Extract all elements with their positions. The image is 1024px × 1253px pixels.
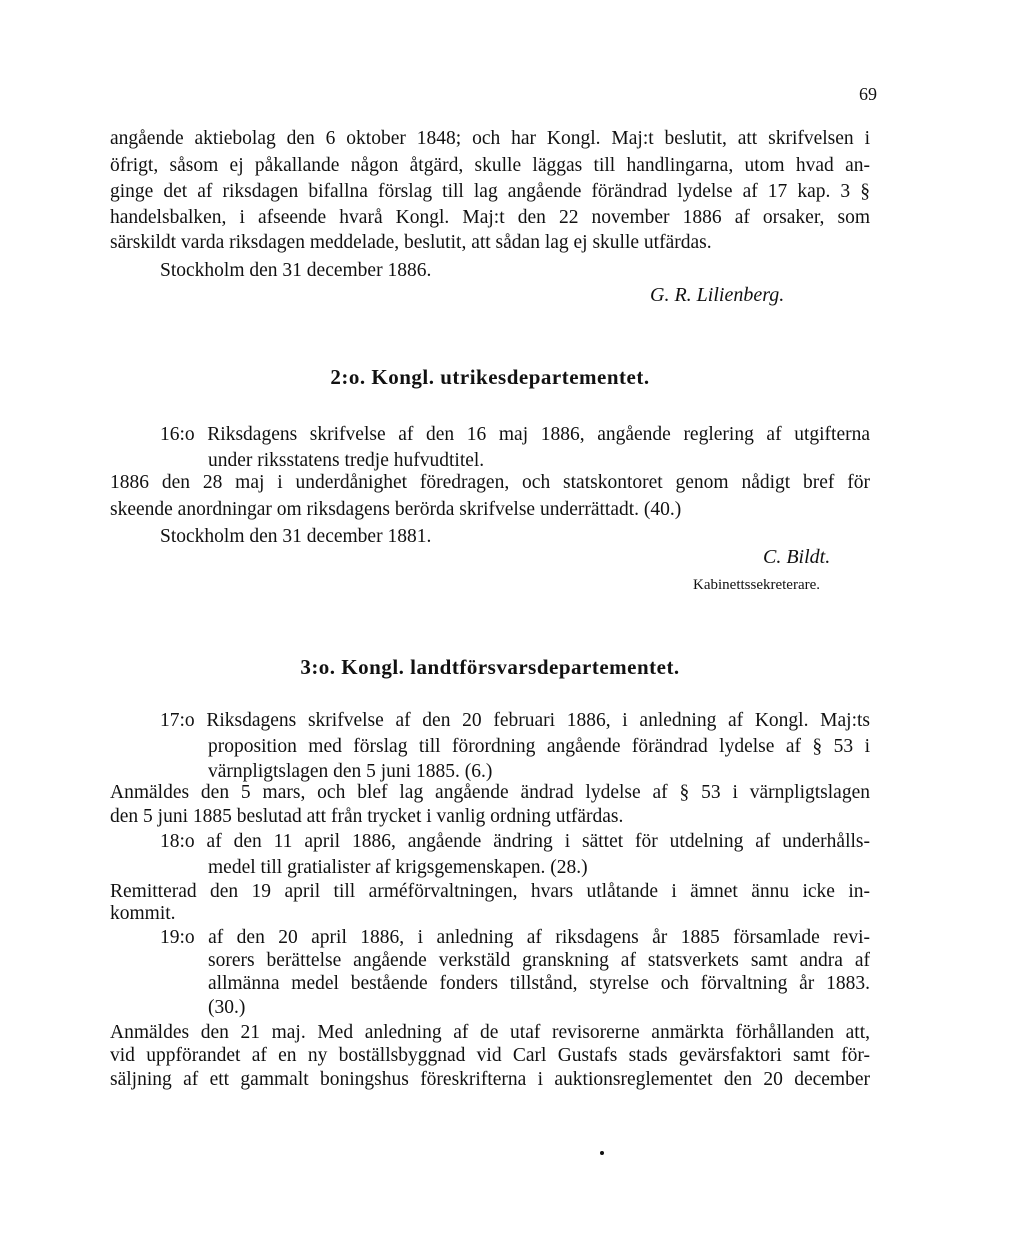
text-line: ginge det af riksdagen bifallna förslag till lag angående förändrad lydelse af 17 kap. 3 § — [110, 181, 870, 202]
text-line: sorers berättelse angående verkstäld granskning af statsverkets samt andra af — [208, 950, 870, 971]
text-line: säljning af ett gammalt boningshus föreskrifterna i auktionsreglementet den 20 december — [110, 1069, 870, 1090]
page-number: 69 — [859, 84, 877, 104]
text-line: kommit. — [110, 903, 176, 924]
signature-title: Kabinettssekreterare. — [693, 577, 821, 593]
text-line: 19:o af den 20 april 1886, i anledning af riksdagens år 1885 församlade revi- — [160, 927, 870, 948]
text-line: under riksstatens tredje hufvudtitel. — [208, 450, 485, 471]
date-line: Stockholm den 31 december 1886. — [160, 260, 432, 281]
signature: C. Bildt. — [763, 546, 831, 568]
text-line: (30.) — [208, 997, 246, 1018]
text-line: öfrigt, såsom ej påkallande någon åtgärd, skulle läggas till handlingarna, utom hvad an- — [110, 155, 870, 176]
text-line: skeende anordningar om riksdagens berörda skrifvelse underrättadt. (40.) — [110, 499, 682, 520]
text-line: handelsbalken, i afseende hvarå Kongl. Maj:t den 22 november 1886 af orsaker, som — [110, 207, 870, 228]
section-heading: 3:o. Kongl. landtförsvarsdepartementet. — [300, 655, 680, 679]
signature: G. R. Lilienberg. — [650, 284, 785, 306]
text-line: angående aktiebolag den 6 oktober 1848; och har Kongl. Maj:t beslutit, att skrifvelsen i — [110, 128, 870, 149]
text-line: 17:o Riksdagens skrifvelse af den 20 februari 1886, i anledning af Kongl. Maj:ts — [160, 710, 870, 731]
text-line: värnpligtslagen den 5 juni 1885. (6.) — [208, 761, 493, 782]
text-line: 1886 den 28 maj i underdånighet föredragen, och statskontoret genom nådigt bref för — [110, 472, 870, 493]
text-line: Remitterad den 19 april till arméförvaltningen, hvars utlåtande i ämnet ännu icke in- — [110, 881, 870, 902]
text-line: proposition med förslag till förordning angående förändrad lydelse af § 53 i — [208, 736, 870, 757]
ink-speck — [600, 1151, 604, 1155]
text-line: Anmäldes den 5 mars, och blef lag angående ändrad lydelse af § 53 i värnpligtslagen — [110, 782, 870, 803]
text-line: medel till gratialister af krigsgemenskapen. (28.) — [208, 857, 588, 878]
text-line: Anmäldes den 21 maj. Med anledning af de utaf revisorerne anmärkta förhållanden att, — [110, 1022, 870, 1043]
text-line: 16:o Riksdagens skrifvelse af den 16 maj 1886, angående reglering af utgifterna — [160, 424, 870, 445]
text-line: allmänna medel bestående fonders tillstånd, styrelse och förvaltning år 1883. — [208, 973, 870, 994]
text-line: 18:o af den 11 april 1886, angående ändring i sättet för utdelning af underhålls- — [160, 831, 870, 852]
text-line: vid uppförandet af en ny boställsbyggnad vid Carl Gustafs stads gevärsfaktori samt för- — [110, 1045, 870, 1066]
text-line: den 5 juni 1885 beslutad att från trycket i vanlig ordning utfärdas. — [110, 806, 624, 827]
text-line: särskildt varda riksdagen meddelade, beslutit, att sådan lag ej skulle utfärdas. — [110, 232, 712, 253]
section-heading: 2:o. Kongl. utrikesdepartementet. — [330, 365, 650, 389]
date-line: Stockholm den 31 december 1881. — [160, 526, 432, 547]
